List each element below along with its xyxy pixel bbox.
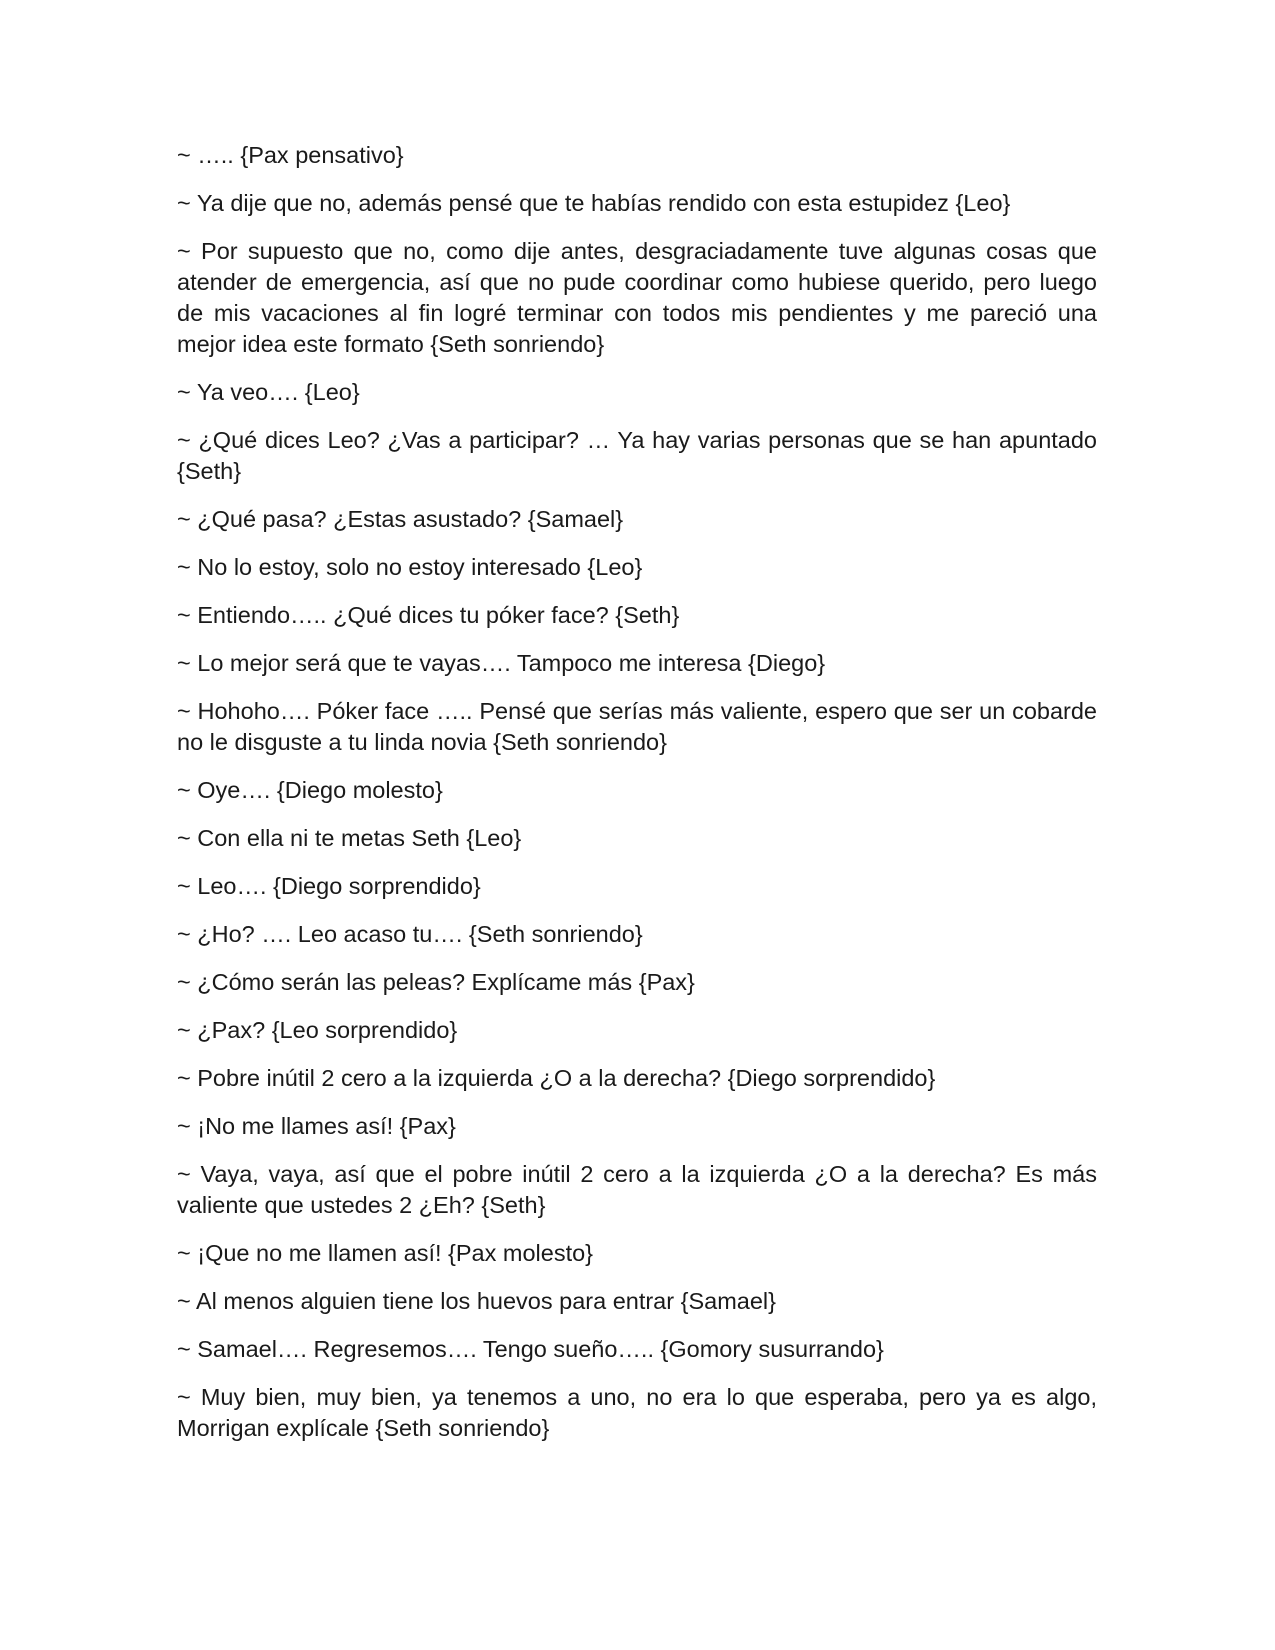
dialogue-line: ~ ¿Ho? …. Leo acaso tu…. {Seth sonriendo} (177, 921, 643, 947)
dialogue-line: ~ Lo mejor será que te vayas…. Tampoco me interesa {Diego} (177, 650, 826, 676)
dialogue-line: ~ Con ella ni te metas Seth {Leo} (177, 825, 522, 851)
dialogue-line: ~ No lo estoy, solo no estoy interesado {Leo} (177, 554, 643, 580)
dialogue-line: ~ Ya veo…. {Leo} (177, 379, 360, 405)
dialogue-line: ~ ….. {Pax pensativo} (177, 142, 404, 168)
dialogue-line: ~ Pobre inútil 2 cero a la izquierda ¿O a la derecha? {Diego sorprendido} (177, 1065, 936, 1091)
dialogue-line: ~ ¿Pax? {Leo sorprendido} (177, 1017, 458, 1043)
dialogue-line: ~ Hohoho…. Póker face ….. Pensé que serías más valiente, espero que ser un cobarde no le disguste a tu linda novia {Seth sonriendo} (177, 698, 1097, 755)
dialogue-line: ~ ¡No me llames así! {Pax} (177, 1113, 456, 1139)
dialogue-line: ~ ¡Que no me llamen así! {Pax molesto} (177, 1240, 594, 1266)
dialogue-line: ~ Vaya, vaya, así que el pobre inútil 2 cero a la izquierda ¿O a la derecha? Es más valiente que ustedes 2 ¿Eh? {Seth} (177, 1161, 1097, 1218)
dialogue-line: ~ Ya dije que no, además pensé que te habías rendido con esta estupidez {Leo} (177, 190, 1011, 216)
dialogue-line: ~ Muy bien, muy bien, ya tenemos a uno, no era lo que esperaba, pero ya es algo, Morrigan explícale {Seth sonriendo} (177, 1384, 1097, 1441)
dialogue-line: ~ ¿Qué pasa? ¿Estas asustado? {Samael} (177, 506, 624, 532)
dialogue-line: ~ Leo…. {Diego sorprendido} (177, 873, 481, 899)
dialogue-line: ~ Al menos alguien tiene los huevos para entrar {Samael} (177, 1288, 776, 1314)
document-body (177, 140, 1097, 1461)
dialogue-line: ~ Entiendo….. ¿Qué dices tu póker face? {Seth} (177, 602, 680, 628)
dialogue-line: ~ ¿Cómo serán las peleas? Explícame más {Pax} (177, 969, 695, 995)
dialogue-line: ~ ¿Qué dices Leo? ¿Vas a participar? … Ya hay varias personas que se han apuntado {Seth} (177, 427, 1097, 484)
dialogue-line: ~ Samael…. Regresemos…. Tengo sueño….. {Gomory susurrando} (177, 1336, 884, 1362)
dialogue-line: ~ Por supuesto que no, como dije antes, desgraciadamente tuve algunas cosas que atender de emergencia, así que no pude coordinar como hubiese querido, pero luego de mis vacaciones al fin logré terminar con todos mis pendientes y me pareció una mejor idea este formato {Seth sonriendo} (177, 238, 1097, 357)
dialogue-line: ~ Oye…. {Diego molesto} (177, 777, 443, 803)
